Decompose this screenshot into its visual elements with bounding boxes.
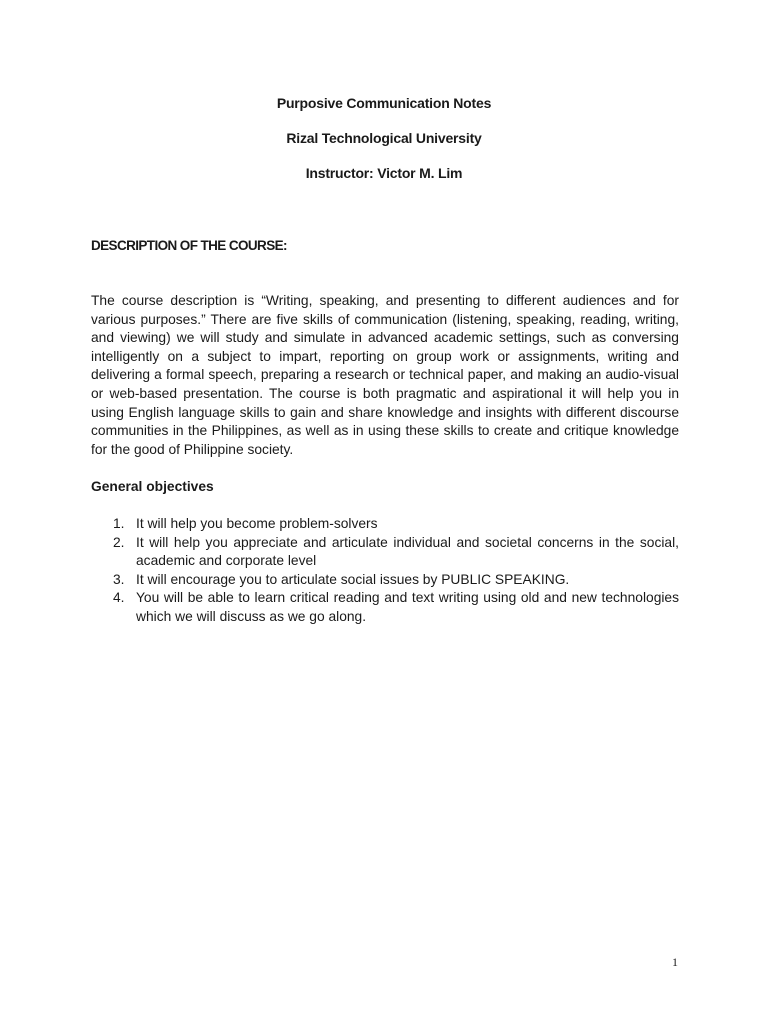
instructor-name: Instructor: Victor M. Lim — [305, 165, 463, 181]
list-item-number: 2. — [113, 534, 125, 550]
list-item-text: It will help you become problem-solvers — [136, 516, 378, 531]
objectives-heading: General objectives — [91, 479, 214, 494]
description-heading: DESCRIPTION OF THE COURSE: — [91, 238, 287, 253]
list-item-number: 3. — [113, 571, 125, 587]
description-paragraph: The course description is “Writing, speaking, and presenting to different audiences and for various purposes.” There are five skills of communication (listening, speaking, reading, writing, and viewing) we will study and simulate in advanced academic settings, such as conversing intelligently on a subject to impart, reporting on group work or assignments, writing and delivering a formal speech, preparing a research or technical paper, and making an audio-visual or web-based presentation. The course is both pragmatic and aspirational it will help you in using English language skills to gain and share knowledge and insights with different discourse communities in the Philippines, as well as in using these skills to create and critique knowledge for the good of Philippine society. — [91, 293, 679, 457]
list-item-text: It will encourage you to articulate social issues by PUBLIC SPEAKING. — [136, 571, 570, 587]
list-item-number: 4. — [113, 590, 125, 606]
page-number: 1 — [672, 955, 678, 969]
university-name: Rizal Technological University — [286, 130, 482, 146]
list-item-text: It will help you appreciate and articulate individual and societal concerns in the social, academic and corporate level — [136, 534, 679, 569]
list-item-number: 1. — [113, 516, 125, 531]
list-item — [91, 534, 679, 571]
list-item-text: You will be able to learn critical reading and text writing using old and new technologies which we will discuss as we go along. — [136, 590, 679, 624]
list-item — [91, 515, 679, 534]
list-item — [91, 589, 679, 626]
objectives-list — [91, 515, 679, 627]
list-item — [91, 571, 679, 590]
document-title: Purposive Communication Notes — [276, 95, 492, 111]
